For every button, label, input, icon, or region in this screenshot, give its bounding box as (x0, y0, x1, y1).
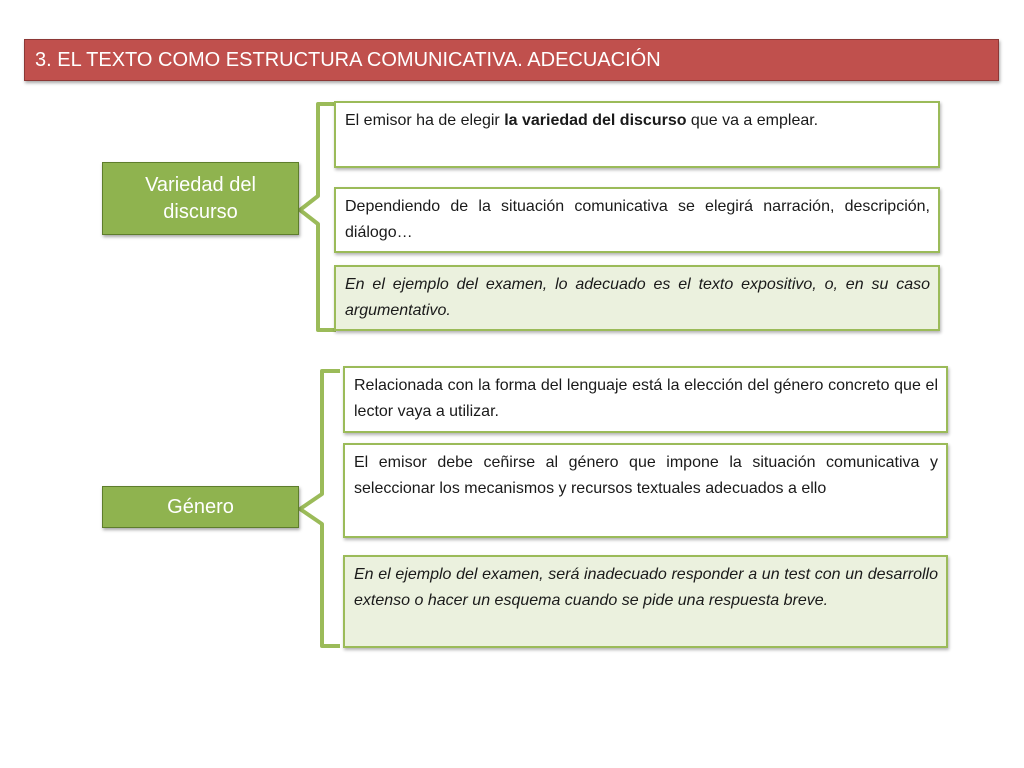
bracket-genero (300, 371, 340, 646)
text-box-genero-2: El emisor debe ceñirse al género que impone la situación comunicativa y seleccionar los mecanismos y recursos textuales adecuados a ello (343, 443, 948, 538)
label-genero (102, 486, 299, 528)
bracket-variedad (300, 104, 336, 330)
label-line-1: Variedad del (145, 173, 256, 196)
slide-title: 3. EL TEXTO COMO ESTRUCTURA COMUNICATIVA. ADECUACIÓN (24, 39, 999, 81)
label-genero-text: Género (167, 495, 234, 518)
text-box-variedad-2: Dependiendo de la situación comunicativa se elegirá narración, descripción, diálogo… (334, 187, 940, 253)
text-box-genero-1: Relacionada con la forma del lenguaje está la elección del género concreto que el lector vaya a utilizar. (343, 366, 948, 433)
label-variedad-del-discurso (102, 162, 299, 235)
text-before: El emisor ha de elegir (345, 112, 505, 129)
label-line-2: discurso (163, 200, 238, 223)
text-box-genero-3: En el ejemplo del examen, será inadecuado responder a un test con un desarrollo extenso o hacer un esquema cuando se pide una respuesta breve. (343, 555, 948, 648)
text-bold: la variedad del discurso (504, 112, 687, 129)
text-box-variedad-3: En el ejemplo del examen, lo adecuado es el texto expositivo, o, en su caso argumentativo. (334, 265, 940, 331)
text-box-variedad-1 (334, 101, 940, 168)
text-after: que va a emplear. (686, 112, 819, 129)
